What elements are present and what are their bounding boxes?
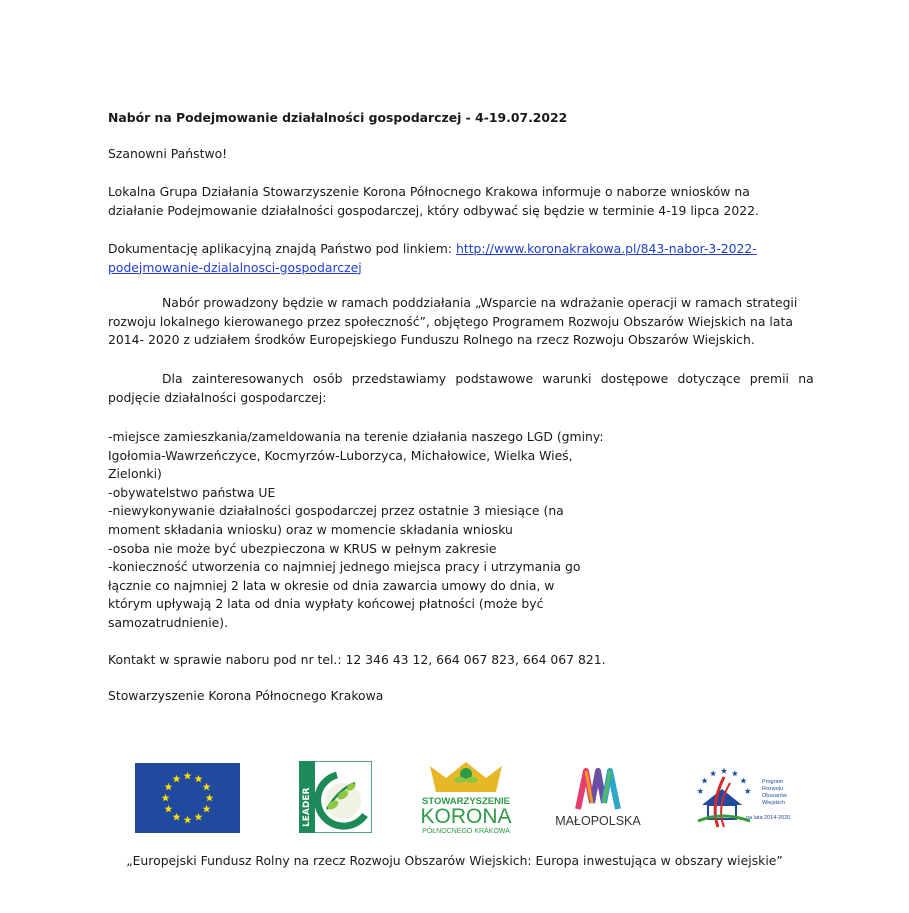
condition-line: moment składania wniosku) oraz w momencie składania wniosku	[108, 521, 513, 537]
leader-logo	[299, 761, 372, 833]
condition-line: -konieczność utworzenia co najmniej jednego miejsca pracy i utrzymania go	[108, 559, 581, 575]
program-line: 2014- 2020 z udziałem środków Europejskiego Funduszu Rolnego na rzecz Rozwoju Obszarów Wiejskich.	[108, 332, 755, 348]
logos-row	[0, 755, 909, 845]
conditions-intro-line: podjęcie działalności gospodarczej:	[108, 389, 327, 405]
condition-line: samozatrudnienie).	[108, 614, 229, 630]
korona-logo	[420, 758, 512, 838]
star-icon	[710, 770, 716, 776]
condition-line: -miejsce zamieszkania/zameldowania na terenie działania naszego LGD (gminy:	[108, 429, 604, 444]
conditions-intro-line: Dla zainteresowanych osób przedstawiamy podstawowe warunki dostępowe dotyczące premii na	[162, 371, 814, 386]
star-icon	[732, 770, 738, 776]
documentation-prefix: Dokumentację aplikacyjną znajdą Państwo pod linkiem:	[108, 241, 456, 256]
documentation-link[interactable]: http://www.koronakrakowa.pl/843-nabor-3-2022-	[455, 241, 757, 256]
prow-logo-text: Wiejskich	[762, 800, 786, 806]
condition-line: którym upływają 2 lata od dnia wypłaty końcowej płatności (może być	[108, 596, 544, 612]
eu-flag-logo	[135, 763, 240, 833]
documentation-paragraph	[108, 240, 757, 277]
prow-logo-text: Obszarów	[762, 793, 787, 799]
intro-line: Lokalna Grupa Działania Stowarzyszenie Korona Północnego Krakowa informuje o naborze wniosków na	[108, 184, 750, 199]
documentation-line	[108, 259, 757, 278]
program-line: rozwoju lokalnego kierowanego przez społeczność”, objętego Programem Rozwoju Obszarów Wiejskich na lata	[108, 313, 793, 329]
malopolska-logo-text: MAŁOPOLSKA	[555, 814, 641, 828]
condition-line: -obywatelstwo państwa UE	[108, 484, 276, 500]
korona-logo-line1: STOWARZYSZENIE	[422, 796, 510, 807]
condition-line: Zielonki)	[108, 466, 162, 482]
star-icon	[697, 788, 703, 794]
footer-slogan: „Europejski Fundusz Rolny na rzecz Rozwoju Obszarów Wiejskich: Europa inwestująca w obszary wiejskie”	[126, 853, 783, 868]
signature: Stowarzyszenie Korona Północnego Krakowa	[108, 688, 384, 703]
program-line: Nabór prowadzony będzie w ramach poddziałania „Wsparcie na wdrażanie operacji w ramach strategii	[162, 295, 798, 310]
intro-line: działanie Podejmowanie działalności gospodarczej, który odbywać się będzie w terminie 4-19 lipca 2022.	[108, 202, 759, 218]
prow-logo-text: Program	[762, 779, 784, 785]
document-title: Nabór na Podejmowanie działalności gospodarczej - 4-19.07.2022	[108, 110, 568, 125]
intro-paragraph	[108, 183, 759, 220]
korona-logo-line2: KORONA	[420, 805, 512, 828]
condition-line: łącznie co najmniej 2 lata w okresie od dnia zawarcia umowy do dnia, w	[108, 577, 555, 593]
contact-line: Kontakt w sprawie naboru pod nr tel.: 12 346 43 12, 664 067 823, 664 067 821.	[108, 652, 606, 667]
korona-logo-line3: PÓŁNOCNEGO KRAKOWA	[422, 828, 510, 835]
leader-logo-text: LEADER	[302, 787, 312, 827]
star-icon	[745, 788, 751, 794]
star-icon	[721, 768, 727, 774]
prow-logo	[694, 765, 799, 831]
condition-line: -niewykonywanie działalności gospodarczej przez ostatnie 3 miesiące (na	[108, 503, 564, 519]
prow-logo-text: Rozwoju	[762, 786, 784, 792]
prow-logo-text: na lata 2014-2020	[746, 815, 791, 821]
conditions-list	[108, 428, 604, 633]
malopolska-logo	[548, 763, 648, 829]
documentation-line	[108, 240, 757, 259]
condition-line: Igołomia-Wawrzeńczyce, Kocmyrzów-Luborzyca, Michałowice, Wielka Wieś,	[108, 447, 573, 463]
condition-line: -osoba nie może być ubezpieczona w KRUS w pełnym zakresie	[108, 540, 497, 556]
conditions-intro	[108, 370, 814, 407]
star-icon	[740, 778, 746, 784]
star-icon	[702, 778, 708, 784]
documentation-link-continued[interactable]: podejmowanie-dzialalnosci-gospodarczej	[108, 259, 362, 275]
program-paragraph	[108, 294, 801, 350]
greeting: Szanowni Państwo!	[108, 146, 228, 161]
